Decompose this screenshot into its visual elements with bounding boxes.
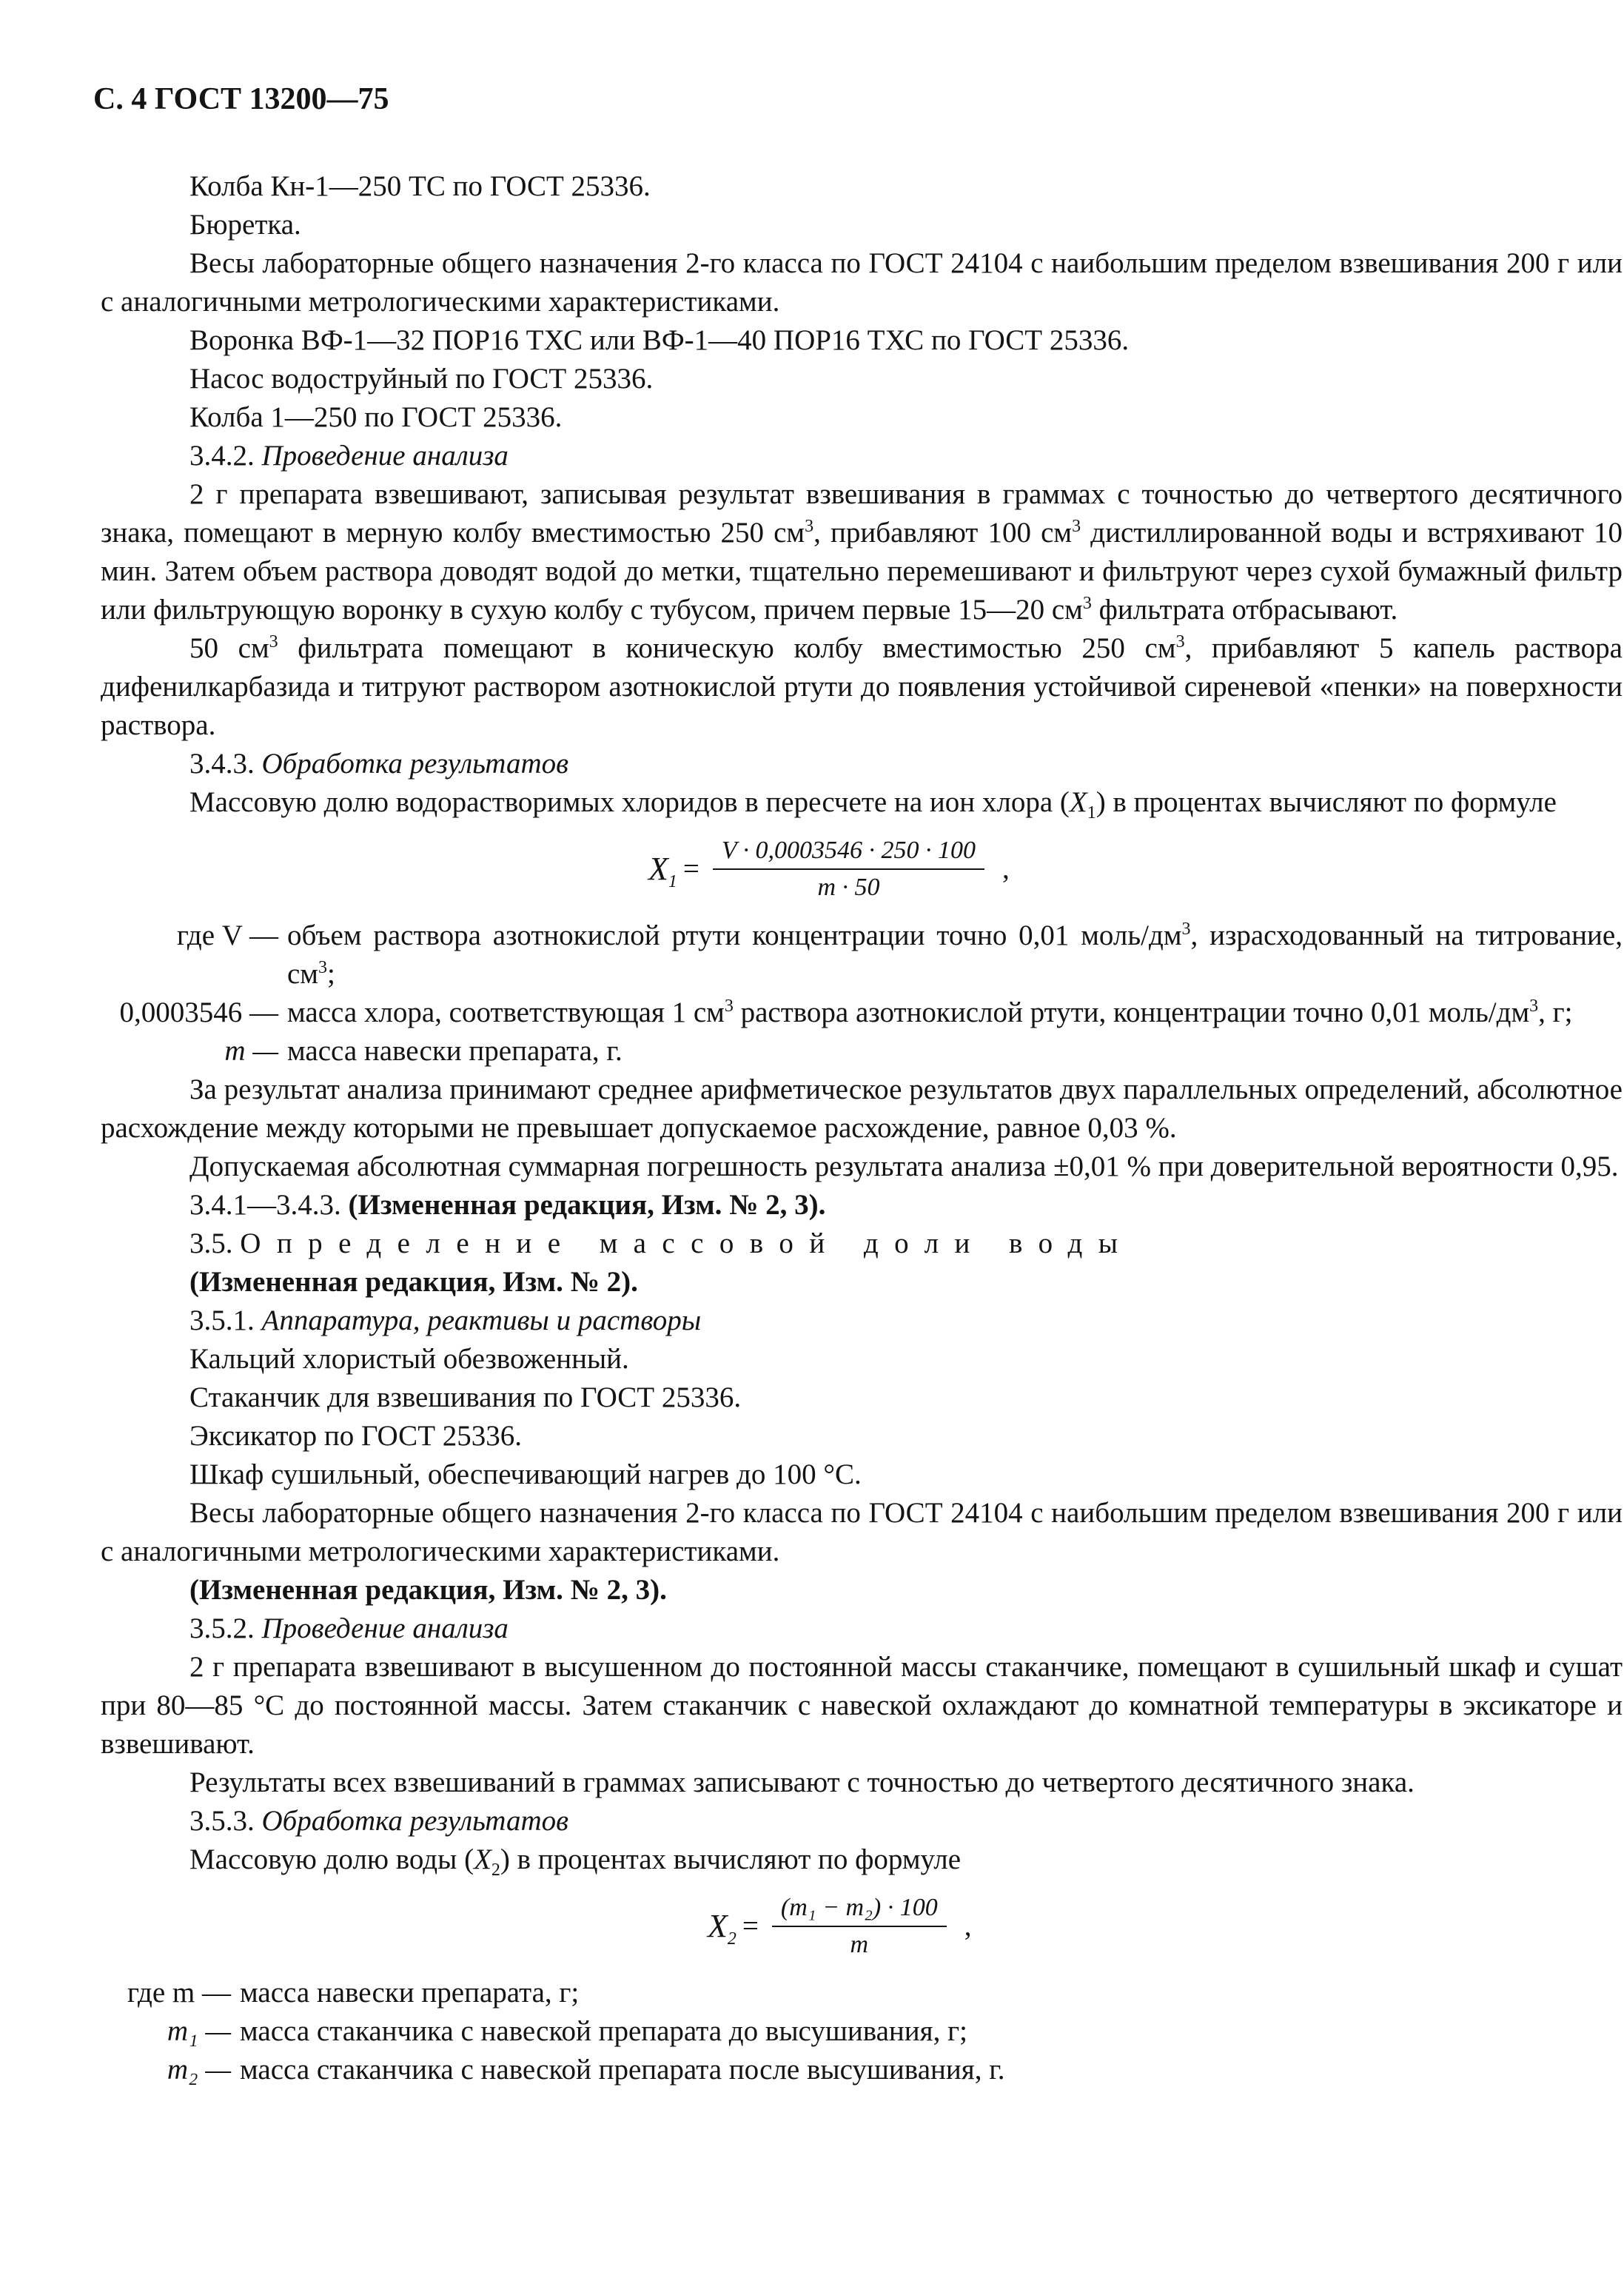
section-heading [101,1610,1623,1648]
apparatus-item: Колба 1—250 по ГОСТ 25336. [189,401,563,433]
apparatus-item: Эксикатор по ГОСТ 25336. [189,1420,523,1452]
paragraph: Массовую долю водорастворимых хлоридов в пересчете на ион хлора $(X_1)$ в процентах вычисляют по формуле [189,786,1557,823]
paragraph: 2 г препарата взвешивают, записывая результат взвешивания в граммах с точностью до четвертого десятичного знака, помещают в мерную колбу вместимостью 250 $см^3$, прибавляют 100 $см^3$ дистиллированной воды и встряхивают 10 мин. Затем объем раствора доводят водой до метки, тщательно перемешивают и фильтруют через сухой бумажный фильтр или фильтрующую воронку в сухую колбу с тубусом, причем первые 15—20 $см^3$ фильтрата отбрасывают. [101,478,1623,626]
amendment-note: (Измененная редакция, Изм. № 2). [189,1266,638,1298]
section-heading [101,1225,1623,1263]
apparatus-item: Шкаф сушильный, обеспечивающий нагрев до 100 °С. [189,1458,862,1490]
formula-lhs: $X_1$ [648,851,677,891]
apparatus-item: Стаканчик для взвешивания по ГОСТ 25336. [189,1381,742,1413]
amendment-note: 3.4.1—3.4.3. (Измененная редакция, Изм. № 2, 3). [189,1189,826,1221]
formula-numerator: (m₁ − m₂) · 100 [772,1892,947,1927]
section-title: Аппаратура, реактивы и растворы [261,1304,702,1336]
apparatus-item: Воронка ВФ-1—32 ПОР16 ТХС или ВФ-1—40 ПОР16 ТХС по ГОСТ 25336. [189,324,1130,356]
variable-definition: m₁ — масса стаканчика с навеской препарата до высушивания, г; [167,2015,967,2047]
section-heading [101,745,1623,783]
variable-definition: m — масса навески препарата, г. [224,1035,623,1067]
section-heading [101,1302,1623,1340]
formula-x2: $X_2$ = $\frac{\text{(m₁ − m₂) · 100}}{m}$ , [101,1879,1623,1974]
section-title: Обработка результатов [261,748,569,780]
variable-definition: где m — масса навески препарата, г; [127,1977,580,2009]
formula-fraction [772,1892,947,1961]
page-content [101,167,1623,2089]
section-number: 3.5.3. [189,1805,255,1837]
amendment-note: (Измененная редакция, Изм. № 2, 3). [189,1574,667,1606]
formula-denominator: m · 50 [817,874,880,901]
section-title: Проведение анализа [261,440,509,472]
section-heading [101,437,1623,475]
section-number: 3.5.2. [189,1612,255,1644]
apparatus-item: Весы лабораторные общего назначения 2-го класса по ГОСТ 24104 с наибольшим пределом взвешивания 200 г или с аналогичными метрологическими характеристиками. [101,247,1623,318]
paragraph: Массовую долю воды $(X_2)$ в процентах вычисляют по формуле [189,1843,962,1880]
variable-definition: где V — объем раствора азотнокислой ртути концентрации точно 0,01 моль/$дм^3$, израсходованный на титрование, $см^3$; [176,920,1623,990]
variable-definition: 0,0003546 — масса хлора, соответствующая 1 $см^3$ раствора азотнокислой ртути, концентрации точно 0,01 моль/$дм^3$, г; [119,997,1573,1028]
formula-numerator: V · 0,0003546 · 250 · 100 [713,834,984,870]
paragraph: Результаты всех взвешиваний в граммах записывают с точностью до четвертого десятичного знака. [189,1766,1415,1798]
formula-fraction [713,834,984,904]
apparatus-item: Колба Кн-1—250 ТС по ГОСТ 25336. [189,170,651,202]
section-number: 3.5. [189,1227,233,1259]
formula-x1: $X_1$ = $\frac{V \cdot 0,0003546 \cdot 250 \cdot 100}{m \cdot 50}$ , [101,822,1623,917]
section-number: 3.5.1. [189,1304,255,1336]
apparatus-item: Бюретка. [189,209,301,241]
paragraph: 50 $см^3$ фильтрата помещают в коническую колбу вместимостью 250 $см^3$, прибавляют 5 капель раствора дифенилкарбазида и титруют раствором азотнокислой ртути до появления устойчивой сиреневой «пенки» на поверхности раствора. [101,632,1623,741]
section-number: 3.4.3. [189,748,255,780]
section-number: 3.4.2. [189,440,255,472]
section-title: Определение массовой доли воды [240,1227,1134,1259]
paragraph: Допускаемая абсолютная суммарная погрешность результата анализа ±0,01 % при доверительной вероятности 0,95. [189,1150,1619,1182]
formula-denominator: m [850,1931,869,1958]
section-title: Обработка результатов [261,1805,569,1837]
variable-definition: m₂ — масса стаканчика с навеской препарата после высушивания, г. [167,2054,1005,2086]
paragraph: За результат анализа принимают среднее арифметическое результатов двух параллельных определений, абсолютное расхождение между которыми не превышает допускаемое расхождение, равное 0,03 %. [101,1073,1623,1144]
formula-lhs: $X_2$ [708,1908,736,1949]
section-heading [101,1802,1623,1840]
apparatus-item: Кальций хлористый обезвоженный. [189,1343,629,1375]
apparatus-item: Насос водоструйный по ГОСТ 25336. [189,363,654,395]
section-title: Проведение анализа [261,1612,509,1644]
page-header: С. 4 ГОСТ 13200—75 [93,82,389,116]
paragraph: 2 г препарата взвешивают в высушенном до постоянной массы стаканчике, помещают в сушильный шкаф и сушат при 80—85 °С до постоянной массы. Затем стаканчик с навеской охлаждают до комнатной температуры в эксикаторе и взвешивают. [101,1651,1623,1760]
apparatus-item: Весы лабораторные общего назначения 2-го класса по ГОСТ 24104 с наибольшим пределом взвешивания 200 г или с аналогичными метрологическими характеристиками. [101,1497,1623,1567]
